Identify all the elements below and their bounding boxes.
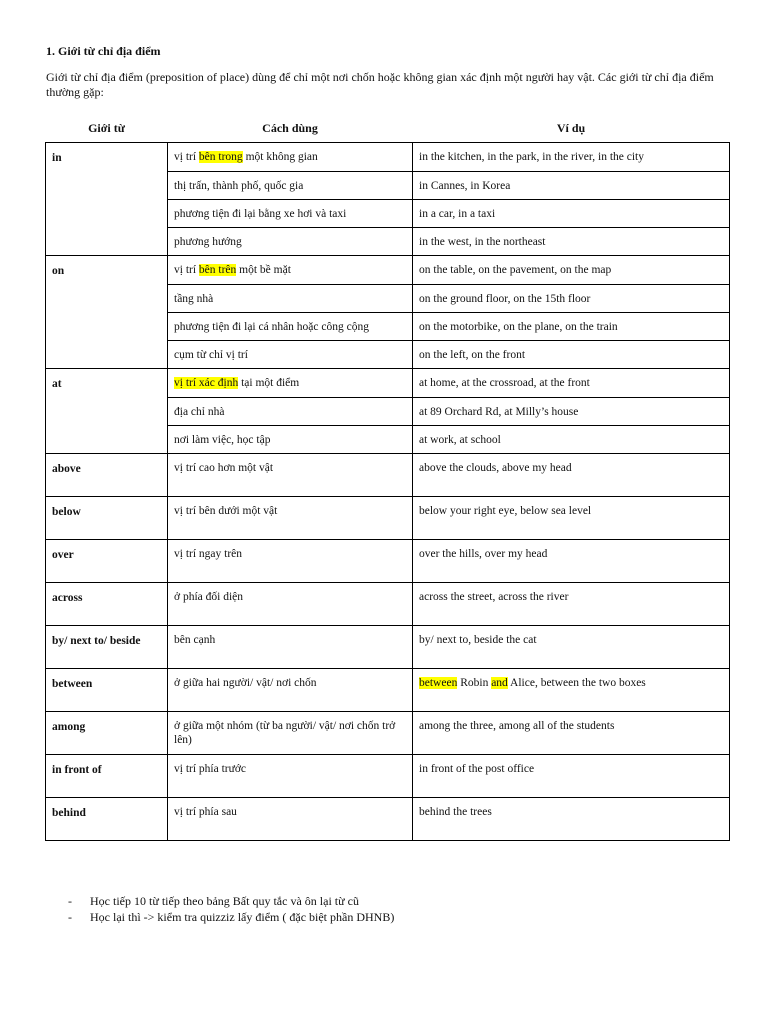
usage-cell: tầng nhà: [168, 285, 413, 313]
example-cell: at home, at the crossroad, at the front: [413, 369, 730, 398]
prep-in: in: [46, 143, 168, 256]
table-row: [46, 497, 730, 540]
example-cell: on the table, on the pavement, on the map: [413, 256, 730, 285]
example-cell: between Robin and Alice, between the two boxes: [413, 669, 730, 712]
usage-cell: phương tiện đi lại bằng xe hơi và taxi: [168, 200, 413, 228]
header-preposition: Giới từ: [88, 120, 125, 135]
dash-bullet: -: [68, 910, 72, 924]
prepositions-table: [45, 114, 730, 841]
usage-cell: vị trí cao hơn một vật: [168, 454, 413, 497]
table-row: [46, 256, 730, 285]
example-cell: behind the trees: [413, 798, 730, 841]
example-cell: at 89 Orchard Rd, at Milly’s house: [413, 398, 730, 426]
usage-cell: ở phía đối diện: [168, 583, 413, 626]
usage-cell: vị trí phía trước: [168, 755, 413, 798]
dash-bullet: -: [68, 894, 72, 908]
prep-over: over: [46, 540, 168, 583]
usage-cell: bên cạnh: [168, 626, 413, 669]
table-row: [46, 540, 730, 583]
example-cell: across the street, across the river: [413, 583, 730, 626]
table-row: [46, 798, 730, 841]
example-cell: in the kitchen, in the park, in the river, in the city: [413, 143, 730, 172]
usage-cell: vị trí bên trong một không gian: [168, 143, 413, 172]
prep-by: by/ next to/ beside: [46, 626, 168, 669]
table-row: [46, 626, 730, 669]
usage-cell: vị trí ngay trên: [168, 540, 413, 583]
prep-above: above: [46, 454, 168, 497]
example-cell: in a car, in a taxi: [413, 200, 730, 228]
prep-between: between: [46, 669, 168, 712]
usage-cell: ở giữa một nhóm (từ ba người/ vật/ nơi chốn trở lên): [168, 712, 413, 755]
prep-at: at: [46, 369, 168, 454]
usage-cell: vị trí phía sau: [168, 798, 413, 841]
prep-across: across: [46, 583, 168, 626]
example-cell: on the left, on the front: [413, 341, 730, 369]
example-cell: in Cannes, in Korea: [413, 172, 730, 200]
example-cell: on the ground floor, on the 15th floor: [413, 285, 730, 313]
prep-behind: behind: [46, 798, 168, 841]
example-cell: below your right eye, below sea level: [413, 497, 730, 540]
highlight: vị trí xác định: [174, 377, 239, 389]
usage-cell: nơi làm việc, học tập: [168, 426, 413, 454]
table-row: [46, 369, 730, 398]
usage-cell: cụm từ chỉ vị trí: [168, 341, 413, 369]
example-cell: over the hills, over my head: [413, 540, 730, 583]
example-cell: among the three, among all of the students: [413, 712, 730, 755]
usage-cell: vị trí bên trên một bề mặt: [168, 256, 413, 285]
notes-list: [68, 893, 394, 925]
table-row: [46, 755, 730, 798]
usage-cell: phương hướng: [168, 228, 413, 256]
usage-cell: địa chỉ nhà: [168, 398, 413, 426]
usage-cell: ở giữa hai người/ vật/ nơi chốn: [168, 669, 413, 712]
highlight: bên trong: [198, 151, 243, 163]
table-row: [46, 454, 730, 497]
table-header-row: [46, 114, 730, 143]
example-cell: on the motorbike, on the plane, on the train: [413, 313, 730, 341]
example-cell: in front of the post office: [413, 755, 730, 798]
header-usage: Cách dùng: [262, 120, 318, 135]
example-cell: above the clouds, above my head: [413, 454, 730, 497]
highlight: between: [419, 677, 458, 689]
prep-on: on: [46, 256, 168, 369]
example-cell: by/ next to, beside the cat: [413, 626, 730, 669]
prep-below: below: [46, 497, 168, 540]
section-heading: 1. Giới từ chỉ địa điểm: [46, 44, 161, 58]
example-cell: in the west, in the northeast: [413, 228, 730, 256]
table-row: [46, 712, 730, 755]
example-cell: at work, at school: [413, 426, 730, 454]
usage-cell: vị trí bên dưới một vật: [168, 497, 413, 540]
usage-cell: thị trấn, thành phố, quốc gia: [168, 172, 413, 200]
list-item: - Học tiếp 10 từ tiếp theo bảng Bất quy tắc và ôn lại từ cũ: [68, 894, 359, 908]
list-item: - Học lại thì -> kiểm tra quizziz lấy điểm ( đặc biệt phần DHNB): [68, 910, 395, 924]
table-row: [46, 669, 730, 712]
highlight: and: [491, 677, 508, 689]
highlight: bên trên: [198, 264, 237, 276]
table-row: [46, 143, 730, 172]
prep-in-front-of: in front of: [46, 755, 168, 798]
usage-cell: phương tiện đi lại cá nhân hoặc công cộng: [168, 313, 413, 341]
table-row: [46, 583, 730, 626]
prep-among: among: [46, 712, 168, 755]
header-example: Ví dụ: [556, 120, 586, 135]
intro-paragraph: Giới từ chỉ địa điểm (preposition of place) dùng để chỉ một nơi chốn hoặc không gian xác định một người hay vật. Các giới từ chỉ địa điểm thường gặp:: [46, 70, 714, 99]
usage-cell: vị trí xác định tại một điểm: [168, 369, 413, 398]
